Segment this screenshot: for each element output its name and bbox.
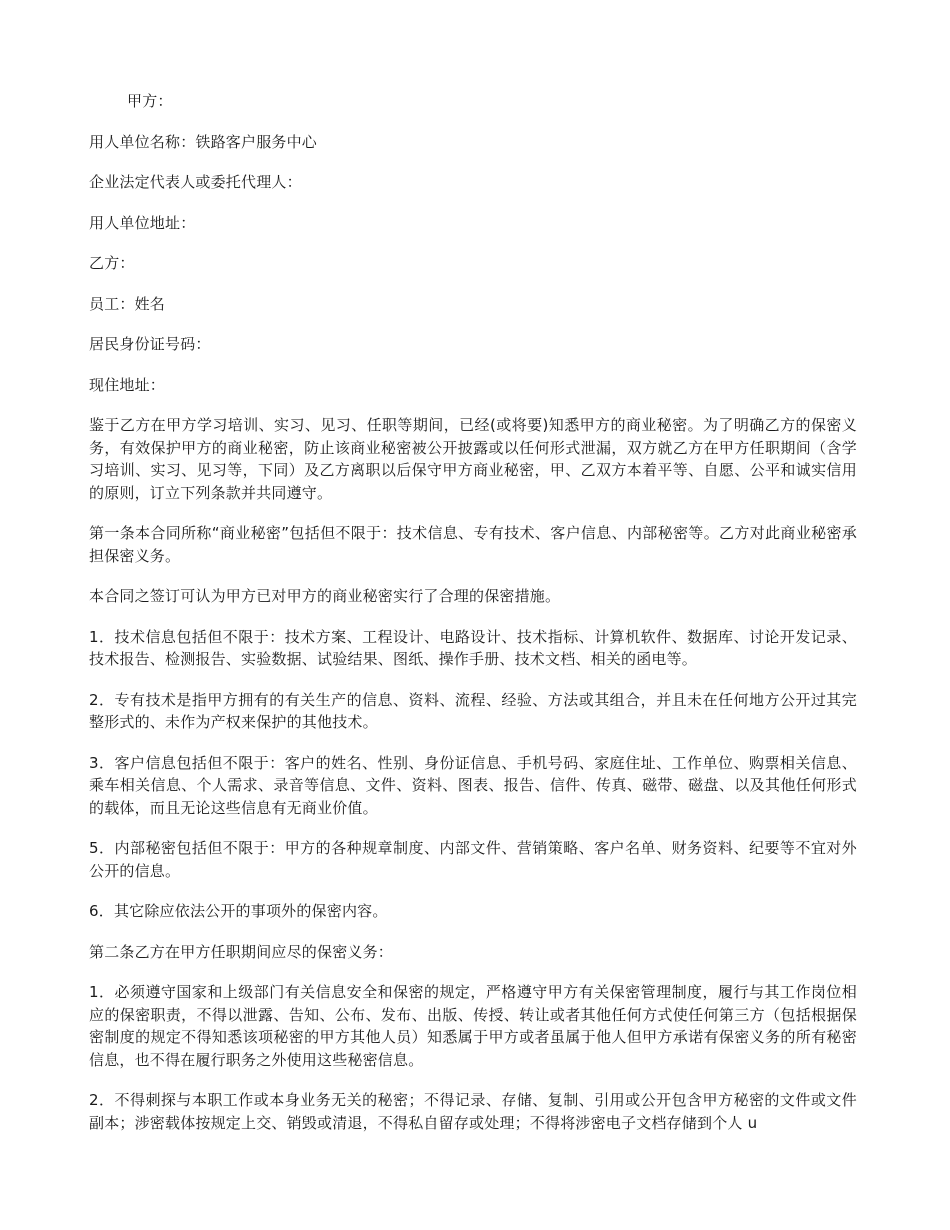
- article-2-heading: 第二条乙方在甲方任职期间应尽的保密义务：: [89, 942, 394, 961]
- know-how-item: 2．专有技术是指甲方拥有的有关生产的信息、资料、流程、经验、方法或其组合，并且未在任何地方公开过其完整形式的、未作为产权来保护的其他技术。: [89, 690, 857, 731]
- legal-representative-line: 企业法定代表人或委托代理人：: [89, 173, 302, 191]
- document-page: [89, 90, 857, 1152]
- party-a-heading: 甲方：: [127, 92, 173, 110]
- internal-secrets-item: 5．内部秘密包括但不限于：甲方的各种规章制度、内部文件、营销策略、客户名单、财务资料、纪要等不宜对外公开的信息。: [89, 839, 857, 880]
- other-content-item: 6．其它除应依法公开的事项外的保密内容。: [89, 902, 388, 920]
- employer-name-line: 用人单位名称：铁路客户服务中心: [89, 132, 318, 151]
- confidentiality-measures-paragraph: 本合同之签订可认为甲方已对甲方的商业秘密实行了合理的保密措施。: [89, 587, 561, 605]
- duty-item-2: 2．不得刺探与本职工作或本身业务无关的秘密；不得记录、存储、复制、引用或公开包含甲方秘密的文件或文件副本；涉密载体按规定上交、销毁或清退，不得私自留存或处理；不得将涉密电子文档存储到个人 u: [89, 1091, 857, 1132]
- employee-name-line: 员工：姓名: [89, 294, 166, 313]
- preamble-paragraph: 鉴于乙方在甲方学习培训、实习、见习、任职等期间，已经(或将要)知悉甲方的商业秘密。为了明确乙方的保密义务，有效保护甲方的商业秘密，防止该商业秘密被公开披露或以任何形式泄漏，双方就乙方在甲方任职期间（含学习培训、实习、见习等，下同）及乙方离职以后保守甲方商业秘密，甲、乙双方本着平等、自愿、公平和诚实信用的原则，订立下列条款并共同遵守。: [89, 416, 857, 502]
- employer-address-line: 用人单位地址：: [89, 213, 196, 232]
- party-b-heading: 乙方：: [89, 254, 135, 272]
- customer-info-item: 3．客户信息包括但不限于：客户的姓名、性别、身份证信息、手机号码、家庭住址、工作单位、购票相关信息、乘车相关信息、个人需求、录音等信息、文件、资料、图表、报告、信件、传真、磁带、磁盘、以及其他任何形式的载体，而且无论这些信息有无商业价值。: [89, 753, 857, 817]
- technical-info-item: 1．技术信息包括但不限于：技术方案、工程设计、电路设计、技术指标、计算机软件、数据库、讨论开发记录、技术报告、检测报告、实验数据、试验结果、图纸、操作手册、技术文档、相关的函电等。: [89, 627, 857, 668]
- duty-item-1: 1．必须遵守国家和上级部门有关信息安全和保密的规定，严格遵守甲方有关保密管理制度，履行与其工作岗位相应的保密职责，不得以泄露、告知、公布、发布、出版、传授、转让或者其他任何方式使任何第三方（包括根据保密制度的规定不得知悉该项秘密的甲方其他人员）知悉属于甲方或者虽属于他人但甲方承诺有保密义务的所有秘密信息，也不得在履行职务之外使用这些秘密信息。: [89, 983, 857, 1069]
- article-1-paragraph: 第一条本合同所称“商业秘密”包括但不限于：技术信息、专有技术、客户信息、内部秘密等。乙方对此商业秘密承担保密义务。: [89, 524, 857, 565]
- id-number-line: 居民身份证号码：: [89, 335, 211, 353]
- current-address-line: 现住地址：: [89, 375, 166, 394]
